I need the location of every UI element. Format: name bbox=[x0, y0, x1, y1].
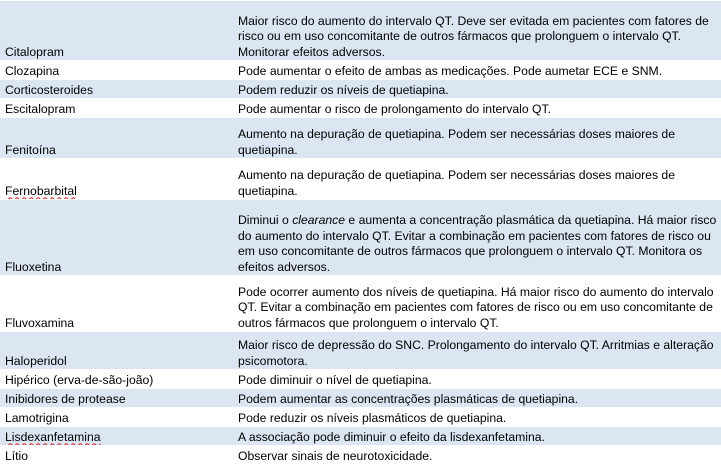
interaction-description: Pode aumentar o efeito de ambas as medicações. Pode aumetar ECE e SNM. bbox=[234, 61, 721, 80]
table-row bbox=[0, 99, 721, 118]
interaction-description bbox=[234, 200, 721, 276]
interaction-description: A associação pode diminuir o efeito da lisdexanfetamina. bbox=[234, 427, 721, 446]
drug-name: Inibidores de protease bbox=[0, 389, 234, 408]
table-row bbox=[0, 408, 721, 427]
interaction-description: Observar sinais de neurotoxicidade. bbox=[234, 446, 721, 465]
drug-name: Clozapina bbox=[0, 61, 234, 80]
drug-name: Fluoxetina bbox=[0, 200, 234, 276]
interaction-description: Pode reduzir os níveis plasmáticos de quetiapina. bbox=[234, 408, 721, 427]
drug-name: Hipérico (erva-de-são-joão) bbox=[0, 370, 234, 389]
description-text: Diminui o bbox=[238, 213, 293, 227]
table-row bbox=[0, 118, 721, 159]
drug-name: Escitalopram bbox=[0, 99, 234, 118]
table-row bbox=[0, 370, 721, 389]
interaction-description: Aumento na depuração de quetiapina. Podem ser necessárias doses maiores de quetiapina. bbox=[234, 118, 721, 159]
table-row bbox=[0, 446, 721, 465]
drug-name: Lamotrigina bbox=[0, 408, 234, 427]
drug-name: Lisdexanfetamina bbox=[0, 427, 234, 446]
interaction-description: Pode diminuir o nível de quetiapina. bbox=[234, 370, 721, 389]
drug-name: Citalopram bbox=[0, 1, 234, 61]
interaction-description: Pode aumentar o risco de prolongamento do intervalo QT. bbox=[234, 99, 721, 118]
drug-name: Haloperidol bbox=[0, 332, 234, 370]
drug-name: Corticosteroides bbox=[0, 80, 234, 99]
table-row bbox=[0, 276, 721, 332]
interaction-description: Podem aumentar as concentrações plasmáticas de quetiapina. bbox=[234, 389, 721, 408]
table-row bbox=[0, 159, 721, 200]
table-row bbox=[0, 427, 721, 446]
drug-name: Fenitoína bbox=[0, 118, 234, 159]
table-row bbox=[0, 200, 721, 276]
table-row bbox=[0, 80, 721, 99]
drug-name: Fluvoxamina bbox=[0, 276, 234, 332]
interaction-description: Maior risco de depressão do SNC. Prolongamento do intervalo QT. Arritmias e alteração psicomotora. bbox=[234, 332, 721, 370]
table-row bbox=[0, 389, 721, 408]
emphasized-term: clearance bbox=[292, 213, 346, 227]
interaction-description: Podem reduzir os níveis de quetiapina. bbox=[234, 80, 721, 99]
drug-name: Fernobarbital bbox=[0, 159, 234, 200]
table-row bbox=[0, 61, 721, 80]
table-row bbox=[0, 1, 721, 61]
table-row bbox=[0, 332, 721, 370]
description-text: e aumenta a concentração plasmática da quetiapina. Há maior risco do aumento do intervalo QT. Evitar a combinação em pacientes com fatores de risco ou em uso concomitante de outros fármacos que prolonguem o intervalo QT. Monitora os efeitos adversos. bbox=[238, 213, 717, 274]
interaction-description: Pode ocorrer aumento dos níveis de quetiapina. Há maior risco do aumento do intervalo QT. Evitar a combinação em pacientes com fatores de risco ou em uso concomitante de outros fármacos que prolonguem o intervalo QT. bbox=[234, 276, 721, 332]
drug-name: Lítio bbox=[0, 446, 234, 465]
interaction-description: Aumento na depuração de quetiapina. Podem ser necessárias doses maiores de quetiapina. bbox=[234, 159, 721, 200]
interaction-description: Maior risco do aumento do intervalo QT. Deve ser evitada em pacientes com fatores de risco ou em uso concomitante de outros fármacos que prolonguem o intervalo QT. Monitorar efeitos adversos. bbox=[234, 1, 721, 61]
